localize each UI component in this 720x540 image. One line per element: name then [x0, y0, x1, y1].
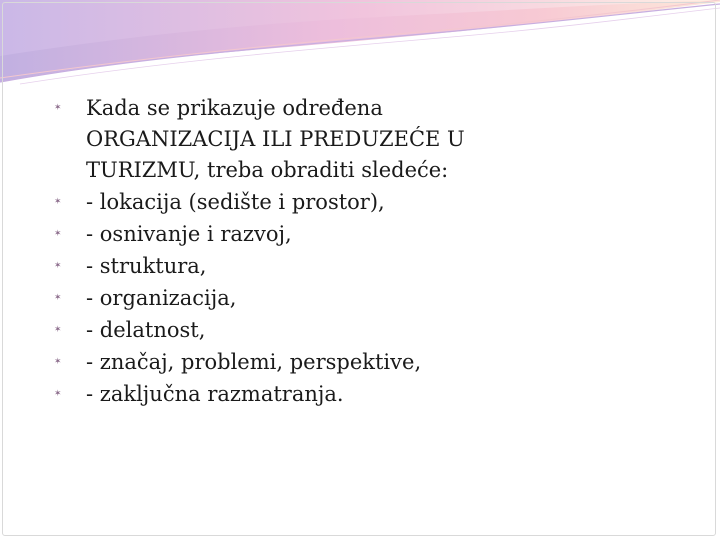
- header-swoosh-decoration: [0, 0, 720, 90]
- bullet-item: [52, 219, 682, 250]
- bullet-text: - lokacija (sedište i prostor),: [86, 190, 385, 214]
- bullet-text: - delatnost,: [86, 318, 206, 342]
- bullet-item: [52, 315, 682, 346]
- bullet-text: - organizacija,: [86, 286, 237, 310]
- bullet-icon: ✶: [54, 357, 62, 367]
- bullet-item: [52, 187, 682, 218]
- bullet-icon: ✶: [54, 197, 62, 207]
- bullet-item: [52, 93, 682, 186]
- bullet-item: [52, 347, 682, 378]
- bullet-text: - značaj, problemi, perspektive,: [86, 350, 422, 374]
- bullet-item: [52, 251, 682, 282]
- bullet-item: [52, 283, 682, 314]
- bullet-text: Kada se prikazuje određena ORGANIZACIJA ILI PREDUZEĆE U TURIZMU, treba obraditi sledeće:: [86, 96, 465, 182]
- bullet-text: - zaključna razmatranja.: [86, 382, 344, 406]
- bullet-icon: ✶: [54, 293, 62, 303]
- bullet-item: [52, 379, 682, 410]
- bullet-text: - osnivanje i razvoj,: [86, 222, 292, 246]
- bullet-text: - struktura,: [86, 254, 207, 278]
- bullet-icon: ✶: [54, 325, 62, 335]
- bullet-icon: ✶: [54, 103, 62, 113]
- bullet-icon: ✶: [54, 389, 62, 399]
- bullet-icon: ✶: [54, 229, 62, 239]
- bullet-icon: ✶: [54, 261, 62, 271]
- bullet-list: [52, 93, 682, 410]
